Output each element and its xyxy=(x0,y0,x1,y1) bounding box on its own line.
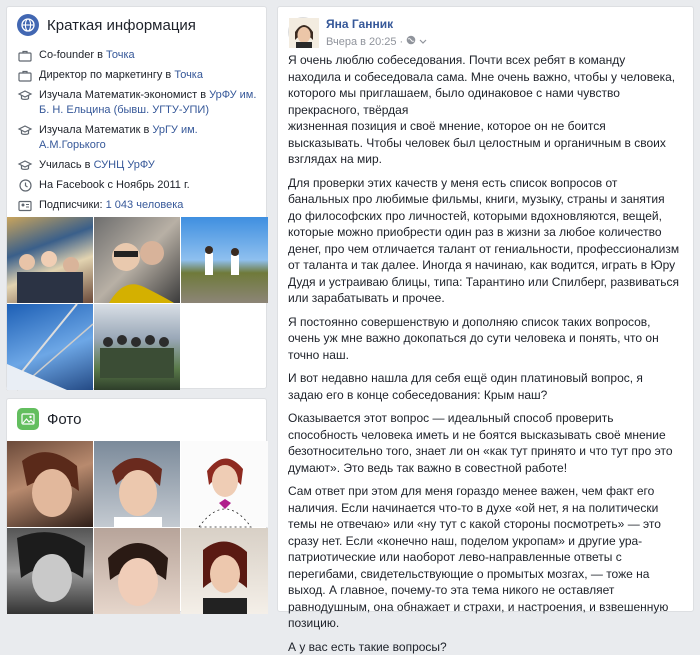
post-paragraph: Сам ответ при этом для меня гораздо менее важен, чем факт его наличия. Если начинается что-то в духе «ой нет, я на политически темы не отвечаю» или «ну тут с какой стороны посмотреть» — это сразу нет. Если «конечно наш, поделом укропам» и другие ура-патриотические или наоборот лево-направленные ответы с перегибами, свидетельствующие о промытых мозгах, — тоже на выход. А главное, почему-то эта тема никого не оставляет равнодушным, она обнажает и страхи, и настроения, и взвешенную позицию. xyxy=(288,483,681,632)
author-avatar[interactable] xyxy=(288,17,318,47)
intro-row-joined: На Facebook с Ноябрь 2011 г. xyxy=(17,178,266,193)
intro-header xyxy=(7,7,266,43)
followers-icon xyxy=(17,198,33,213)
photos-card xyxy=(6,398,267,612)
post-card xyxy=(277,6,694,612)
intro-row-followers: Подписчики: 1 043 человека xyxy=(17,198,266,213)
intro-row-edu-3: Училась в СУНЦ УрФУ xyxy=(17,158,266,173)
author-name[interactable]: Яна Ганник xyxy=(326,17,427,31)
post-paragraph: А у вас есть такие вопросы? xyxy=(288,639,681,655)
briefcase-icon xyxy=(17,68,33,83)
post-paragraph: И вот недавно нашла для себя ещё один платиновый вопрос, я задаю его в конце собеседования: Крым наш? xyxy=(288,370,681,403)
intro-row-work-2: Директор по маркетингу в Точка xyxy=(17,68,266,83)
photo-thumb[interactable] xyxy=(7,441,93,527)
featured-photo[interactable] xyxy=(181,217,268,303)
graduation-cap-icon xyxy=(17,158,33,173)
post-paragraph: Я очень люблю собеседования. Почти всех ребят в команду находила и собеседовала сама. Мне очень важно, чтобы у человека, которого мы приглашаем, было одинаковое с нами чувство прекрасного, твёрдая xyxy=(288,52,681,118)
edu-link-urfu[interactable]: УрФУ им. Б. Н. Ельцина (бывш. УГТУ-УПИ) xyxy=(39,89,256,116)
featured-photo[interactable] xyxy=(7,304,93,390)
meta-separator: · xyxy=(400,36,404,48)
work-link-tochka[interactable]: Точка xyxy=(106,49,135,61)
edu-link-sunc[interactable]: СУНЦ УрФУ xyxy=(94,159,155,171)
briefcase-icon xyxy=(17,48,33,63)
photos-title[interactable]: Фото xyxy=(47,411,81,428)
post-meta xyxy=(326,35,427,48)
intro-card xyxy=(6,6,267,389)
featured-photo[interactable] xyxy=(94,217,180,303)
post-paragraph: Для проверки этих качеств у меня есть список вопросов от банальных про любимые фильмы, книги, музыку, страны и занятия до философских про личностей, которыми вдохновляются, вещей, которые можно приобрести один раз в жизни за любое количество денег, про чем отличается талант от гениальности, профессионализм от таланта и так далее. Иногда я начинаю, как водится, играть в Юру Дудя и устраиваю блицы, типа: Тарантино или Спилберг, развиваться или зарабатывать и прочее. xyxy=(288,175,681,307)
photo-icon xyxy=(17,408,39,430)
clock-icon xyxy=(17,178,33,193)
edu-link-urgu[interactable]: УрГУ им. А.М.Горького xyxy=(39,124,198,151)
featured-photo[interactable] xyxy=(94,304,180,390)
globe-icon xyxy=(17,14,39,36)
post-body xyxy=(278,48,693,655)
post-timestamp[interactable]: Вчера в 20:25 xyxy=(326,36,397,48)
graduation-cap-icon xyxy=(17,88,33,103)
post-header xyxy=(278,7,693,48)
work-link-tochka-2[interactable]: Точка xyxy=(174,69,203,81)
photos-header xyxy=(7,399,266,439)
photo-thumb[interactable] xyxy=(181,528,268,614)
photo-thumb[interactable] xyxy=(181,441,268,527)
intro-row-edu-1: Изучала Математик-экономист в УрФУ им. Б. Н. Ельцина (бывш. УГТУ-УПИ) xyxy=(17,88,266,118)
post-paragraph: Я постоянно совершенствую и дополняю список таких вопросов, очень уж мне важно докопаться до сути человека и понять, что он точно наш. xyxy=(288,314,681,364)
chevron-down-icon[interactable] xyxy=(419,36,427,48)
photo-thumb[interactable] xyxy=(7,528,93,614)
photo-thumb[interactable] xyxy=(94,441,180,527)
photo-thumb[interactable] xyxy=(94,528,180,614)
intro-row-edu-2: Изучала Математик в УрГУ им. А.М.Горького xyxy=(17,123,266,153)
post-paragraph: жизненная позиция и своё мнение, которое он не боится высказывать. Чтобы человек был целостным и органичным в своих взглядах на мир. xyxy=(288,118,681,168)
featured-photo[interactable] xyxy=(7,217,93,303)
intro-row-work-1: Co-founder в Точка xyxy=(17,48,266,63)
followers-link[interactable]: 1 043 человека xyxy=(106,199,184,211)
graduation-cap-icon xyxy=(17,123,33,138)
globe-icon[interactable] xyxy=(406,35,416,48)
post-paragraph: Оказывается этот вопрос — идеальный способ проверить способность человека иметь и не боятся высказывать своё мнение безотносительно того, знает ли он «как тут принято и что тут про это думают». Это ведь так важно в совестной работе! xyxy=(288,410,681,476)
intro-title: Краткая информация xyxy=(47,17,196,34)
